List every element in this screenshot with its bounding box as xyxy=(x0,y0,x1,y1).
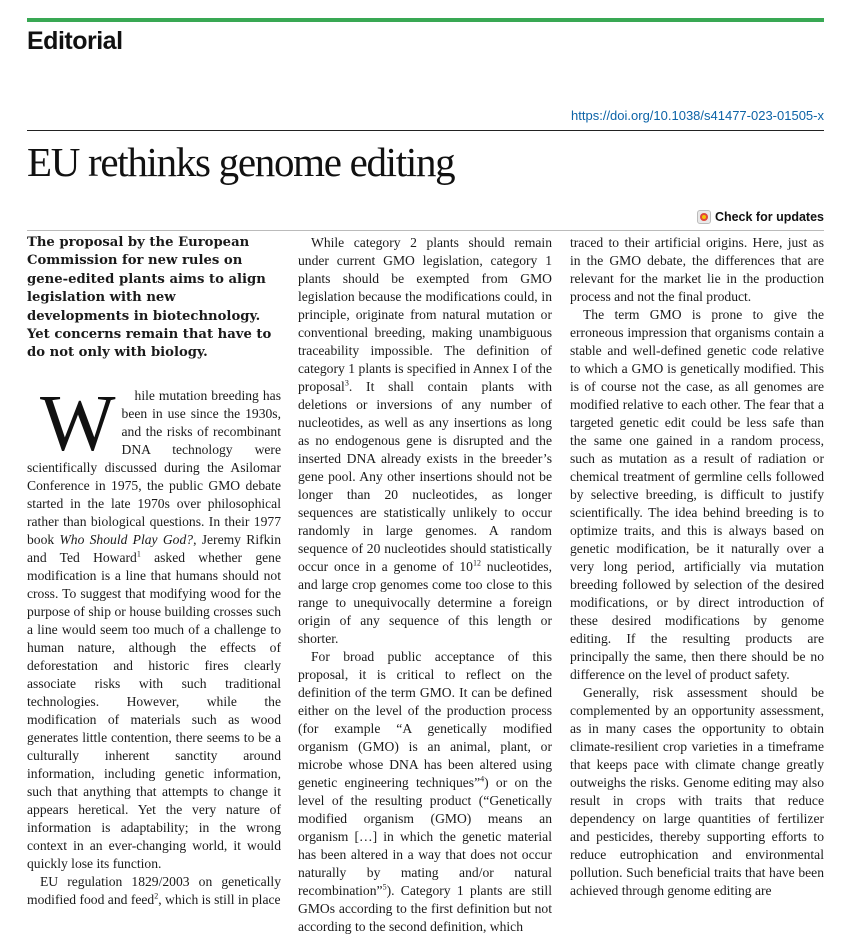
body-paragraph: W hile mutation breeding has been in use since the 1930s, and the risks of recombinant DNA technology were scientifically discussed during the Asilomar Conference in 1975, the public GMO debate started in the late 1970s over philosophical rather than biological questions. In their 1977 book Who Should Play God?, Jeremy Rifkin and Ted Howard$^1$ asked whether gene modification is a line that humans should not cross. To suggest that modifying wood for the purpose of ship or house building crosses such a line would seem too much of a challenge to human nature, although the effects of deforestation and historic fires clearly associate risks with such traditional technologies. However, while the modification of materials such as wood generates little contention, there seems to be a culturally inherent sanctity around information, including genetic information, such that anything that attempts to change it appears heretical. Yet the very nature of information is adaptability; in the wrong context in an ever-changing world, it would quickly lose its function. xyxy=(27,379,281,871)
exponent: 12 xyxy=(472,558,481,568)
reference-link[interactable]: 3 xyxy=(344,378,349,388)
body-paragraph: The term GMO is prone to give the erroneous impression that organisms contain a stable and well-defined genetic code relative to which a GMO is genetically modified. This is of course not the case, as all genomes are modified relative to each other. The fear that a targeted genetic edit could be less safe than the same one gained in a random process, such as mutation as a result of radiation or chemical treatment of germline cells followed by selective breeding, is difficult to justify scientifically. The idea behind breeding is to optimize traits, and this is always based on genetic modification, be it naturally over a very long period, artificially via mutation breeding followed by selection of the desired modifications, or by direct introduction of these desired modifications by genome editing. If the resulting products are principally the same, then there should be no difference on the level of product safety. xyxy=(570,307,824,682)
section-label: Editorial xyxy=(27,27,123,55)
body-paragraph: While category 2 plants should remain under current GMO legislation, category 1 plants should be exempted from GMO legislation because the modifications could, in principle, originate from natural mutation or conventional breeding, making unambiguous traceability impossible. The definition of category 1 plants is specified in Annex I of the proposal$^3$. It shall contain plants with deletions or inversions of any number of nucleotides, as well as any insertions as long as no endogenous gene is disrupted and the inserted DNA already exists in the breeder’s gene pool. Any other insertions should not be longer than 20 nucleotides, as longer sequences are statistically unlikely to occur randomly in large genomes. A random sequence of 20 nucleotides should statistically occur once in a genome of $10^{12}$ nucleotides, and large crop genomes come too close to this range to unequivocally determine a foreign origin of any sequence of this length or shorter. xyxy=(298,235,552,646)
body-paragraph: Generally, risk assessment should be complemented by an opportunity assessment, as in many cases the opportunity to obtain climate-resilient crop varieties in a timeframe that keeps pace with climate change greatly outweighs the risks. Genome editing may also result in crops with traits that reduce dependency on large quantities of fertilizer and pesticides, thereby supporting efforts to reduce eutrophication and environmental pollution. Such beneficial traits that have been achieved through genome editing are xyxy=(570,685,824,898)
book-title: Who Should Play God? xyxy=(59,531,194,547)
standfirst: The proposal by the European Commission for new rules on gene-edited plants aims to align legislation with new developments in biotechnology. Yet concerns remain that have to do not only with biology. xyxy=(27,235,272,361)
crossmark-icon xyxy=(697,210,711,224)
reference-link[interactable]: 5 xyxy=(382,882,387,892)
title-divider xyxy=(27,230,824,231)
body-paragraph: traced to their artificial origins. Here, just as in the GMO debate, the differences that are relevant for the market lie in the production process and not the final product. xyxy=(570,235,824,304)
header-divider xyxy=(27,130,824,131)
reference-link[interactable]: 1 xyxy=(136,549,141,559)
body-paragraph: EU regulation 1829/2003 on genetically modified food and feed$^2$, which is still in place xyxy=(27,873,281,907)
check-for-updates-button[interactable] xyxy=(697,210,824,224)
article-column-3 xyxy=(570,234,824,900)
accent-bar xyxy=(27,18,824,22)
reference-link[interactable]: 2 xyxy=(154,891,159,901)
article-title: EU rethinks genome editing xyxy=(27,139,455,185)
article-column-1 xyxy=(27,234,281,909)
reference-link[interactable]: 4 xyxy=(480,774,485,784)
drop-cap: W xyxy=(40,379,116,468)
body-paragraph: For broad public acceptance of this proposal, it is critical to reflect on the definition of the term GMO. It can be defined either on the level of the production process (for example “A genetically modified organism (GMO) is an animal, plant, or microbe whose DNA has been altered using genetic engineering techniques”$^4$) or on the level of the resulting product (“Genetically modified organism (GMO) means an organism […] in which the genetic material has been altered in a way that does not occur naturally by mating and/or natural recombination”$^5$). Category 1 plants are still GMOs according to the first definition but not according to the second definition, which xyxy=(298,649,552,934)
article-column-2 xyxy=(298,234,552,936)
doi-link[interactable]: https://doi.org/10.1038/s41477-023-01505-x xyxy=(571,108,824,123)
check-updates-label: Check for updates xyxy=(714,210,824,224)
